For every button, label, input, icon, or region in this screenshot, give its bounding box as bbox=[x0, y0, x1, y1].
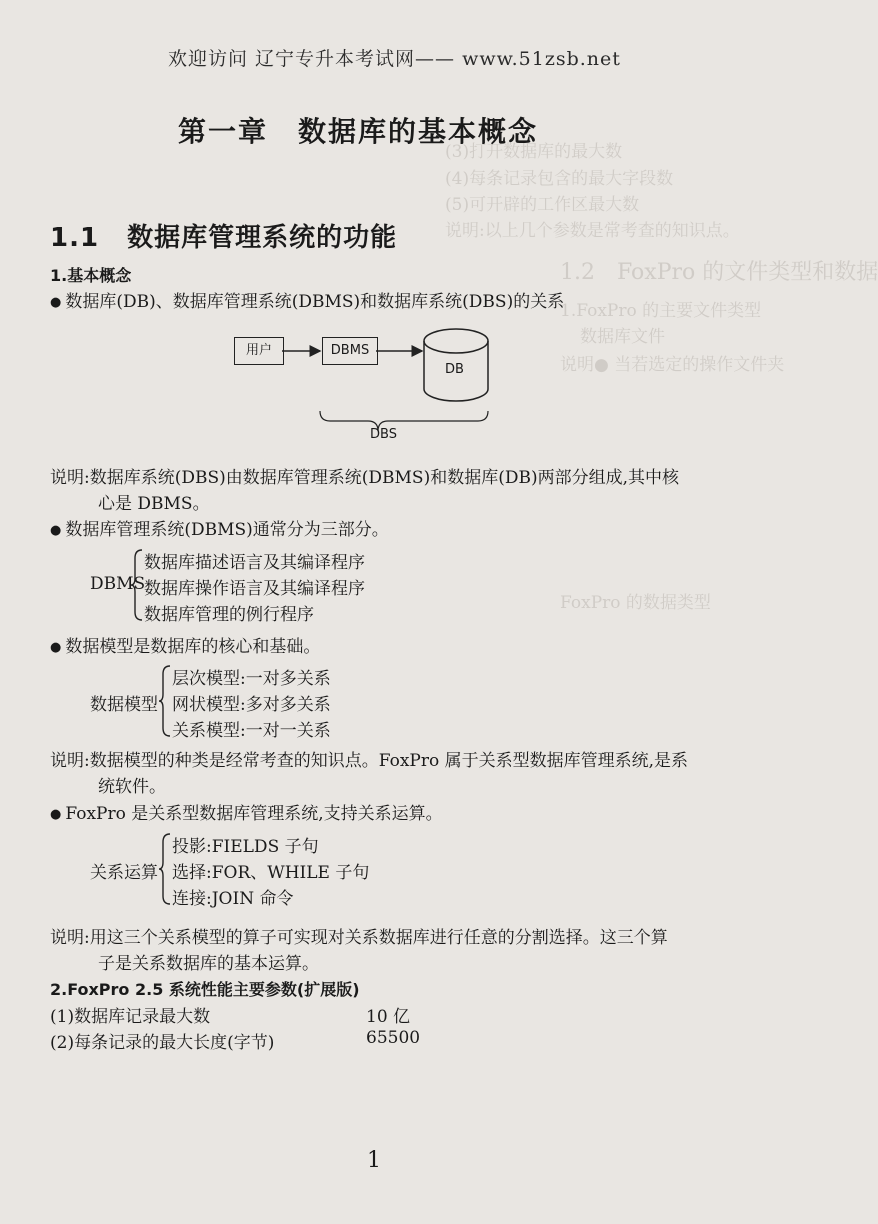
section-number: 1.1 bbox=[50, 223, 100, 253]
dbs-diagram-svg bbox=[230, 315, 530, 445]
note-ops-cont: 子是关系数据库的基本运算。 bbox=[98, 954, 319, 974]
param-value: 10 亿 bbox=[366, 1007, 411, 1027]
bleed-text: (5)可开辟的工作区最大数 bbox=[445, 195, 640, 215]
bleed-text: 1.2 FoxPro 的文件类型和数据 bbox=[560, 260, 878, 285]
bleed-text: 说明● 当若选定的操作文件夹 bbox=[560, 355, 785, 375]
bleed-text: 数据库文件 bbox=[580, 327, 665, 347]
bleed-text: FoxPro 的数据类型 bbox=[560, 593, 711, 613]
subheading-basic-concepts: 1.基本概念 bbox=[50, 266, 132, 285]
op-item: 投影:FIELDS 子句 bbox=[172, 837, 319, 857]
chapter-title: 第一章 数据库的基本概念 bbox=[178, 115, 539, 148]
bullet-data-model: ● 数据模型是数据库的核心和基础。 bbox=[50, 632, 320, 657]
brace-icon bbox=[130, 548, 144, 622]
dbms-box: DBMS bbox=[322, 337, 378, 365]
dbms-item: 数据库描述语言及其编译程序 bbox=[144, 553, 365, 573]
note-dbs: 说明:数据库系统(DBS)由数据库管理系统(DBMS)和数据库(DB)两部分组成,其中核 bbox=[50, 468, 679, 488]
subheading-params: 2.FoxPro 2.5 系统性能主要参数(扩展版) bbox=[50, 980, 360, 999]
dbms-item: 数据库管理的例行程序 bbox=[144, 605, 314, 625]
note-data-model: 说明:数据模型的种类是经常考查的知识点。FoxPro 属于关系型数据库管理系统,是系 bbox=[50, 751, 689, 771]
section-heading bbox=[50, 217, 397, 254]
note-data-model-cont: 统软件。 bbox=[98, 777, 166, 797]
dbs-diagram bbox=[230, 315, 530, 445]
brace-icon bbox=[158, 664, 172, 738]
model-item: 网状模型:多对多关系 bbox=[172, 695, 331, 715]
op-group-label: 关系运算 bbox=[90, 863, 158, 883]
bullet-dbms-parts: ● 数据库管理系统(DBMS)通常分为三部分。 bbox=[50, 515, 389, 540]
note-dbs-cont: 心是 DBMS。 bbox=[98, 494, 210, 514]
section-title: 数据库管理系统的功能 bbox=[127, 223, 398, 253]
dbms-group-label: DBMS bbox=[90, 574, 146, 594]
db-label: DB bbox=[445, 362, 464, 377]
dbs-label: DBS bbox=[370, 427, 397, 442]
page-number: 1 bbox=[367, 1148, 381, 1173]
op-item: 连接:JOIN 命令 bbox=[172, 889, 294, 909]
dbs-brace bbox=[320, 411, 488, 431]
param-name: (1)数据库记录最大数 bbox=[50, 1007, 211, 1027]
model-group-label: 数据模型 bbox=[90, 695, 158, 715]
model-item: 层次模型:一对多关系 bbox=[172, 669, 331, 689]
model-item: 关系模型:一对一关系 bbox=[172, 721, 331, 741]
brace-icon bbox=[158, 832, 172, 906]
param-value: 65500 bbox=[366, 1028, 421, 1048]
page-header: 欢迎访问 辽宁专升本考试网—— www.51zsb.net bbox=[168, 48, 621, 70]
note-ops: 说明:用这三个关系模型的算子可实现对关系数据库进行任意的分割选择。这三个算 bbox=[50, 928, 668, 948]
op-item: 选择:FOR、WHILE 子句 bbox=[172, 863, 370, 883]
bullet-foxpro: ● FoxPro 是关系型数据库管理系统,支持关系运算。 bbox=[50, 799, 443, 824]
bullet-db-relation: ● 数据库(DB)、数据库管理系统(DBMS)和数据库系统(DBS)的关系 bbox=[50, 287, 564, 312]
bleed-text: 说明:以上几个参数是常考查的知识点。 bbox=[445, 221, 740, 241]
bleed-text: (4)每条记录包含的最大字段数 bbox=[445, 169, 674, 189]
bleed-text: 1.FoxPro 的主要文件类型 bbox=[560, 301, 762, 321]
user-box: 用户 bbox=[234, 337, 284, 365]
dbms-item: 数据库操作语言及其编译程序 bbox=[144, 579, 365, 599]
bleed-text: (3)打开数据库的最大数 bbox=[445, 142, 623, 162]
param-name: (2)每条记录的最大长度(字节) bbox=[50, 1033, 275, 1053]
